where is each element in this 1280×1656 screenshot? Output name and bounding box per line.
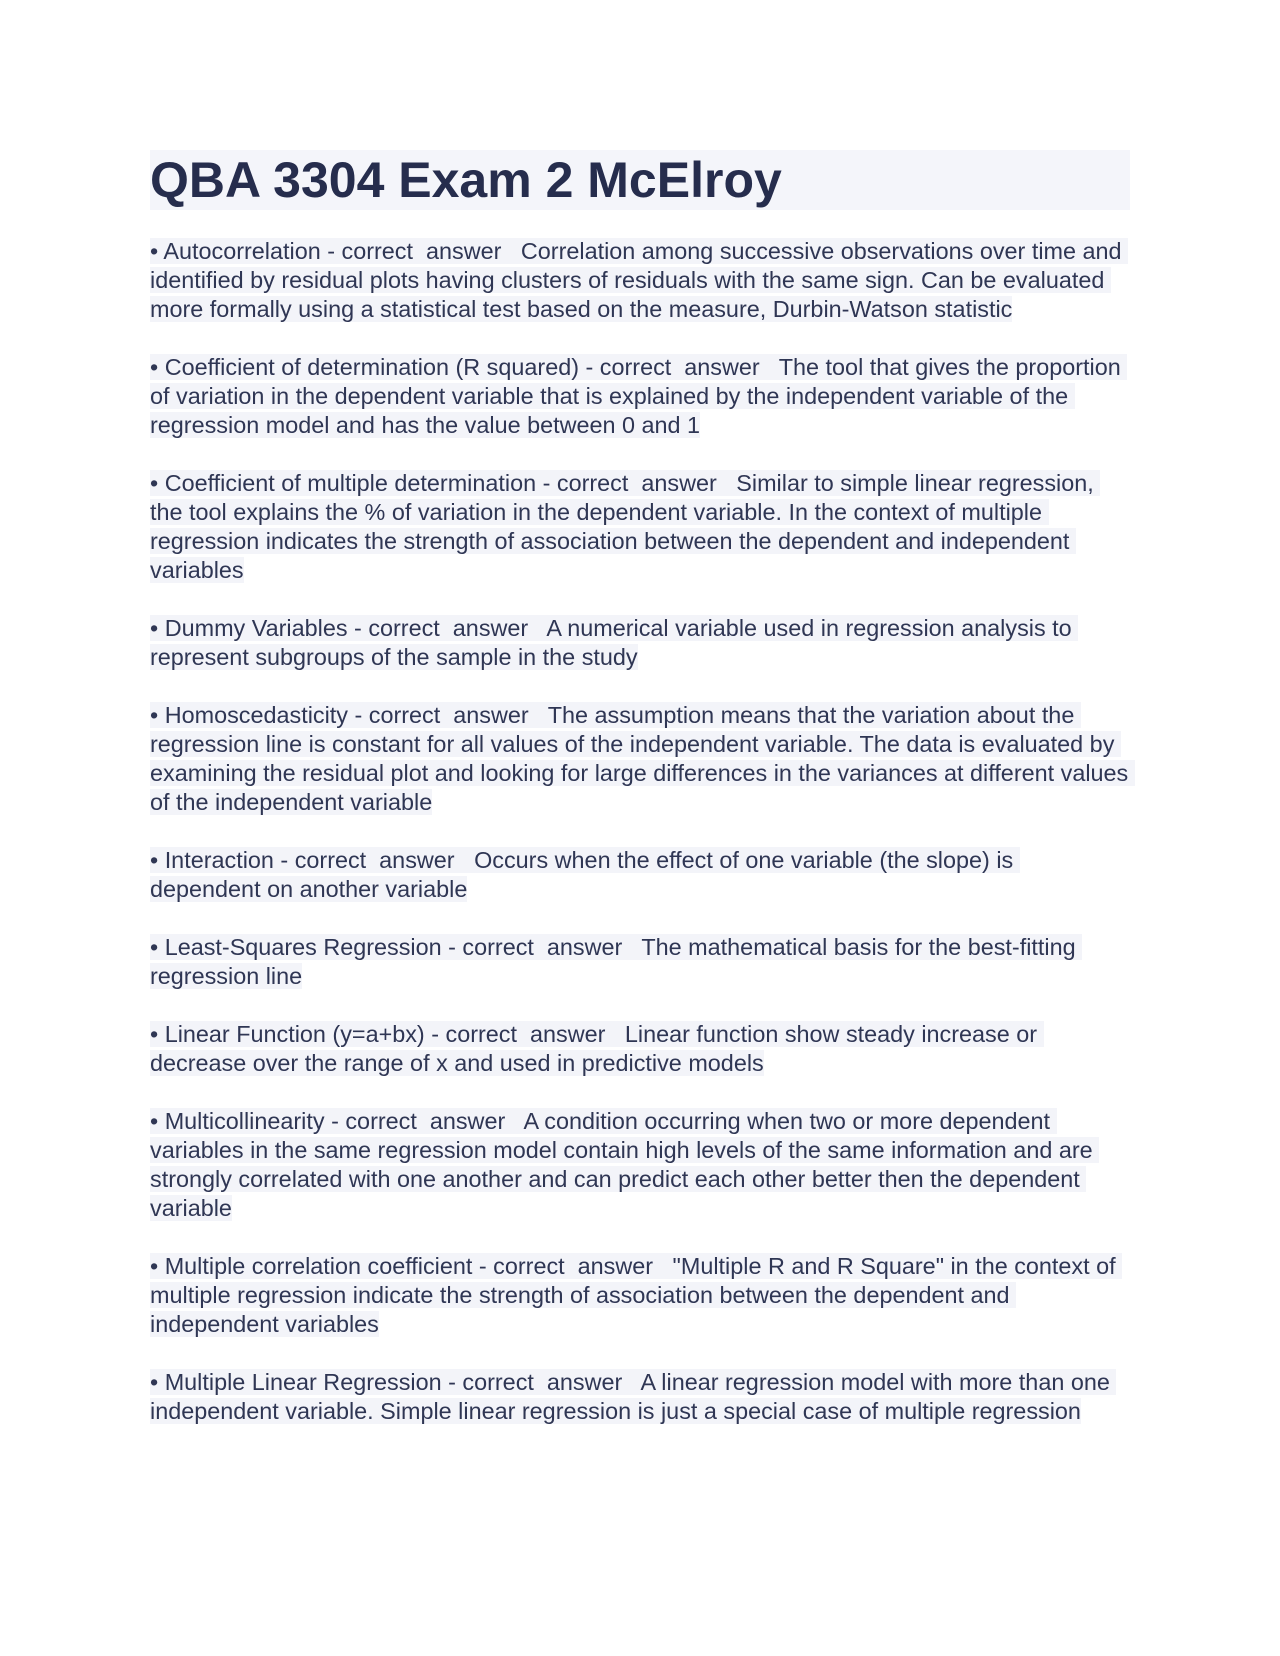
glossary-list — [150, 237, 1135, 1426]
entry-text: • Multiple Linear Regression - correct answer A linear regression model with more than one independent variable. Simple linear regression is just a special case of multiple regression — [150, 1369, 1117, 1424]
entry-text: • Autocorrelation - correct answer Correlation among successive observations over time and identified by residual plots having clusters of residuals with the same sign. Can be evaluated more formally using a statistical test based on the measure, Durbin-Watson statistic — [150, 238, 1129, 322]
glossary-entry-coefficient-of-determination — [150, 353, 1130, 440]
glossary-entry-linear-function — [150, 1020, 1130, 1078]
glossary-entry-interaction — [150, 846, 1130, 904]
glossary-entry-coefficient-of-multiple-determination — [150, 469, 1130, 585]
glossary-entry-dummy-variables — [150, 614, 1130, 672]
entry-text: • Multiple correlation coefficient - correct answer "Multiple R and R Square" in the context of multiple regression indicate the strength of association between the dependent and independent variables — [150, 1253, 1123, 1337]
document-title: QBA 3304 Exam 2 McElroy — [150, 150, 1130, 210]
entry-text: • Multicollinearity - correct answer A condition occurring when two or more dependent variables in the same regression model contain high levels of the same information and are strongly correlated with one another and can predict each other better then the dependent variable — [150, 1108, 1100, 1221]
glossary-entry-least-squares-regression — [150, 933, 1130, 991]
glossary-entry-autocorrelation — [150, 237, 1130, 324]
glossary-entry-homoscedasticity — [150, 701, 1135, 817]
entry-text: • Coefficient of multiple determination - correct answer Similar to simple linear regression, the tool explains the % of variation in the dependent variable. In the context of multiple regression indicates the strength of association between the dependent and independent variables — [150, 470, 1101, 583]
entry-text: • Interaction - correct answer Occurs when the effect of one variable (the slope) is dependent on another variable — [150, 847, 1020, 902]
entry-text: • Least-Squares Regression - correct answer The mathematical basis for the best-fitting regression line — [150, 934, 1083, 989]
glossary-entry-multicollinearity — [150, 1107, 1130, 1223]
glossary-entry-multiple-linear-regression — [150, 1368, 1130, 1426]
entry-text: • Coefficient of determination (R squared) - correct answer The tool that gives the proportion of variation in the dependent variable that is explained by the independent variable of the regression model and has the value between 0 and 1 — [150, 354, 1128, 438]
glossary-entry-multiple-correlation-coefficient — [150, 1252, 1130, 1339]
entry-text: • Dummy Variables - correct answer A numerical variable used in regression analysis to represent subgroups of the sample in the study — [150, 615, 1079, 670]
entry-text: • Linear Function (y=a+bx) - correct answer Linear function show steady increase or decrease over the range of x and used in predictive models — [150, 1021, 1044, 1076]
document-page — [150, 150, 1135, 1455]
entry-text: • Homoscedasticity - correct answer The assumption means that the variation about the regression line is constant for all values of the independent variable. The data is evaluated by examining the residual plot and looking for large differences in the variances at different values of the independent variable — [150, 702, 1135, 815]
